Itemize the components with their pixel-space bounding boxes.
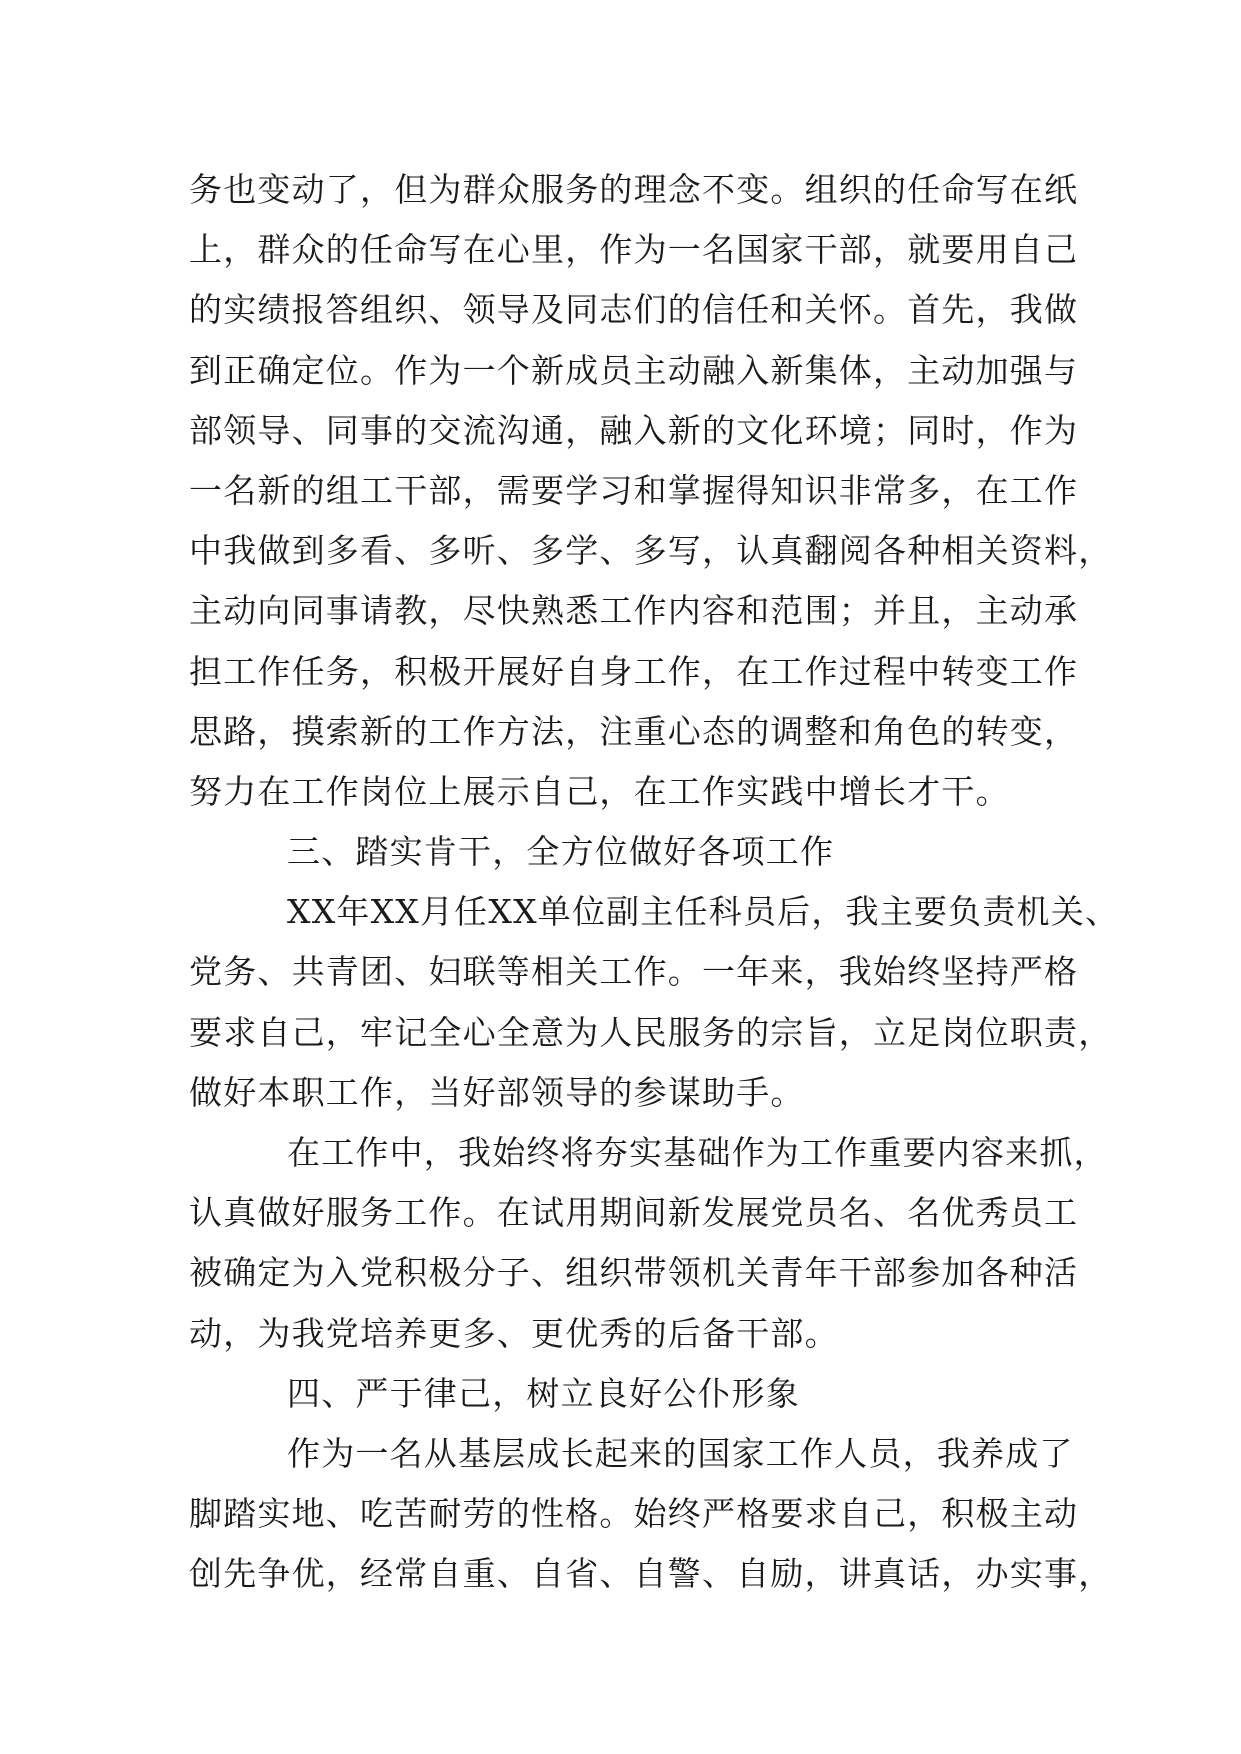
section-heading: 四、严于律己，树立良好公仆形象 [287, 1373, 800, 1413]
text-line: 务也变动了，但为群众服务的理念不变。组织的任命写在纸 [189, 170, 1079, 209]
text-line: 中我做到多看、多听、多学、多写，认真翻阅各种相关资料， [189, 531, 1113, 571]
text-line: 部领导、同事的交流沟通，融入新的文化环境；同时，作为 [189, 410, 1079, 450]
text-line: 动，为我党培养更多、更优秀的后备干部。 [189, 1313, 839, 1353]
text-line: 主动向同事请教，尽快熟悉工作内容和范围；并且，主动承 [189, 591, 1079, 631]
text-line: 努力在工作岗位上展示自己，在工作实践中增长才干。 [189, 771, 1010, 811]
document-body [189, 160, 1120, 1605]
text-line: 认真做好服务工作。在试用期间新发展党员名、名优秀员工 [189, 1193, 1079, 1233]
text-line: 脚踏实地、吃苦耐劳的性格。始终严格要求自己，积极主动 [189, 1494, 1079, 1534]
text-line: 被确定为入党积极分子、组织带领机关青年干部参加各种活 [189, 1253, 1079, 1293]
text-line: 做好本职工作，当好部领导的参谋助手。 [189, 1072, 805, 1112]
section-heading: 三、踏实肯干，全方位做好各项工作 [287, 832, 835, 872]
text-line: 作为一名从基层成长起来的国家工作人员，我养成了 [287, 1433, 1074, 1473]
text-line: 党务、共青团、妇联等相关工作。一年来，我始终坚持严格 [189, 952, 1079, 992]
text-line: 担工作任务，积极开展好自身工作，在工作过程中转变工作 [189, 651, 1079, 691]
text-line: 上，群众的任命写在心里，作为一名国家干部，就要用自己 [189, 230, 1079, 270]
text-line: 到正确定位。作为一个新成员主动融入新集体，主动加强与 [189, 350, 1079, 390]
text-line: 创先争优，经常自重、自省、自警、自励，讲真话，办实事， [189, 1554, 1113, 1594]
text-line: 要求自己，牢记全心全意为人民服务的宗旨，立足岗位职责， [189, 1012, 1113, 1052]
text-line: 思路，摸索新的工作方法，注重心态的调整和角色的转变， [189, 711, 1079, 751]
text-line: 的实绩报答组织、领导及同志们的信任和关怀。首先，我做 [189, 290, 1079, 330]
text-line: XX年XX月任XX单位副主任科员后，我主要负责机关、 [287, 892, 1120, 932]
text-line: 在工作中，我始终将夯实基础作为工作重要内容来抓， [287, 1133, 1108, 1172]
text-line: 一名新的组工干部，需要学习和掌握得知识非常多，在工作 [189, 470, 1079, 510]
